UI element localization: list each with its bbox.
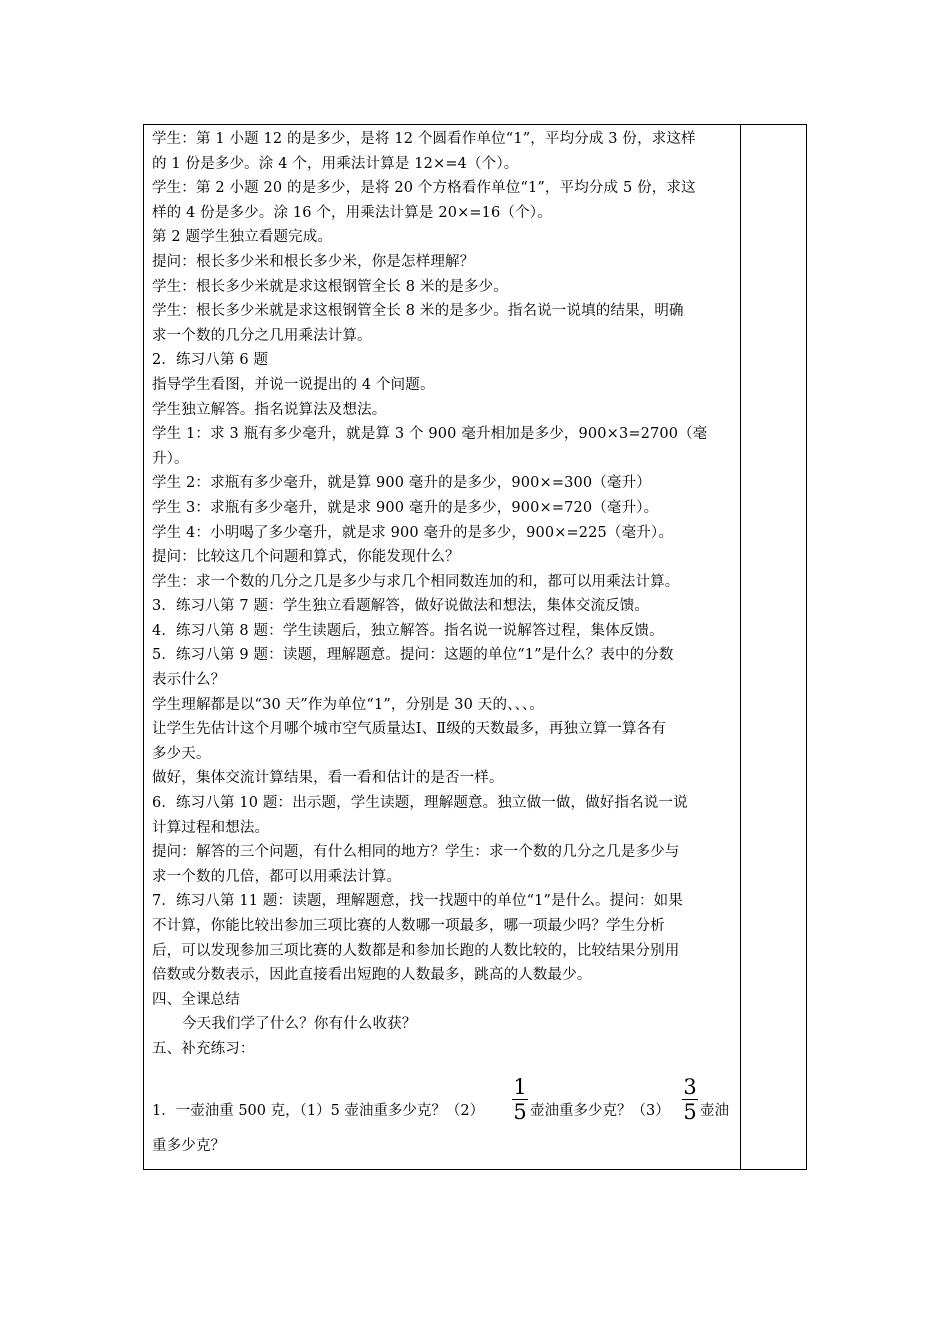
exercise-last-line: 重多少克？: [152, 1137, 226, 1154]
text-line: 样的 4 份是多少。涂 16 个，用乘法计算是 20×=16（个）。: [152, 204, 552, 221]
fraction-one-fifth: [512, 1075, 528, 1124]
exercise-text-part3: 壶油: [700, 1102, 729, 1119]
text-line: 不计算，你能比较出参加三项比赛的人数哪一项最多，哪一项最少吗？学生分析: [152, 918, 665, 934]
section-heading-exercise: 五、补充练习：: [152, 1040, 255, 1057]
text-line: 3．练习八第 7 题：学生独立看题解答，做好说做法和想法，集体交流反馈。: [152, 598, 650, 615]
text-line: 学生：第 2 小题 20 的是多少，是将 20 个方格看作单位“1”，平均分成 5 份，求这: [152, 180, 696, 197]
text-line: 学生理解都是以“30 天”作为单位“1”，分别是 30 天的、、、。: [152, 696, 544, 713]
text-line: 的 1 份是多少。涂 4 个，用乘法计算是 12×=4（个）。: [152, 155, 519, 172]
text-line: 学生：第 1 小题 12 的是多少，是将 12 个圆看作单位“1”，平均分成 3 份，求这样: [152, 131, 696, 147]
text-line: 学生 3：求瓶有多少毫升，就是求 900 毫升的是多少，900×=720（毫升）。: [152, 499, 659, 516]
text-line: 第 2 题学生独立看题完成。: [152, 229, 333, 246]
text-line: 计算过程和想法。: [152, 819, 270, 836]
notes-column-divider: [740, 125, 741, 1169]
text-line: 学生 2：求瓶有多少毫升，就是算 900 毫升的是多少，900×=300（毫升）: [152, 475, 651, 492]
exercise-text-part2: 壶油重多少克？（3）: [530, 1102, 670, 1119]
text-line: 学生：根长多少米就是求这根钢管全长 8 米的是多少。: [152, 278, 508, 295]
text-line: 提问：根长多少米和根长多少米，你是怎样理解？: [152, 253, 475, 270]
summary-question: 今天我们学了什么？你有什么收获？: [182, 1016, 417, 1033]
exercise-text-part1: 1．一壶油重 500 克，（1）5 壶油重多少克？（2）: [152, 1102, 485, 1119]
text-line: 学生：根长多少米就是求这根钢管全长 8 米的是多少。指名说一说填的结果，明确: [152, 303, 684, 320]
text-line: 2．练习八第 6 题: [152, 352, 269, 369]
fraction-numerator: 1: [513, 1074, 527, 1099]
text-line: 学生独立解答。指名说算法及想法。: [152, 401, 387, 418]
text-line: 求一个数的几倍，都可以用乘法计算。: [152, 868, 402, 885]
text-line: 指导学生看图，并说一说提出的 4 个问题。: [152, 376, 435, 393]
text-line: 让学生先估计这个月哪个城市空气质量达Ⅰ、Ⅱ级的天数最多，再独立算一算各有: [152, 721, 666, 738]
text-line: 提问：比较这几个问题和算式，你能发现什么？: [152, 549, 460, 566]
fraction-denominator: 5: [513, 1099, 527, 1124]
fraction-three-fifths: [682, 1075, 698, 1124]
text-line: 提问：解答的三个问题，有什么相同的地方？学生：求一个数的几分之几是多少与: [152, 844, 680, 861]
text-line: 多少天。: [152, 745, 211, 762]
fraction-numerator: 3: [683, 1074, 697, 1099]
fraction-denominator: 5: [683, 1099, 697, 1124]
text-line: 学生 4：小明喝了多少毫升，就是求 900 毫升的是多少，900×=225（毫升）。: [152, 524, 673, 541]
text-line: 倍数或分数表示，因此直接看出短跑的人数最多，跳高的人数最少。: [152, 967, 592, 984]
text-line: 6．练习八第 10 题：出示题，学生读题，理解题意。独立做一做，做好指名说一说: [152, 795, 688, 812]
text-line: 7．练习八第 11 题：读题，理解题意，找一找题中的单位“1”是什么。提问：如果: [152, 893, 683, 910]
text-line: 升）。: [152, 450, 189, 467]
text-line: 后，可以发现参加三项比赛的人数都是和参加长跑的人数比较的，比较结果分别用: [152, 942, 680, 959]
text-line: 4．练习八第 8 题：学生读题后，独立解答。指名说一说解答过程，集体反馈。: [152, 622, 664, 639]
lesson-content-cell: [152, 127, 734, 1158]
section-heading-summary: 四、全课总结: [152, 991, 240, 1008]
text-line: 学生：求一个数的几分之几是多少与求几个相同数连加的和，都可以用乘法计算。: [152, 573, 680, 590]
text-line: 学生 1：求 3 瓶有多少毫升，就是算 3 个 900 毫升相加是多少，900×3=2700（毫: [152, 426, 708, 443]
lesson-table: [143, 124, 807, 1170]
text-line: 求一个数的几分之几用乘法计算。: [152, 327, 372, 344]
text-line: 5．练习八第 9 题：读题，理解题意。提问：这题的单位“1”是什么？表中的分数: [152, 647, 674, 664]
text-line: 做好，集体交流计算结果，看一看和估计的是否一样。: [152, 770, 504, 787]
text-line: 表示什么？: [152, 672, 226, 689]
exercise-question: [152, 1062, 734, 1124]
